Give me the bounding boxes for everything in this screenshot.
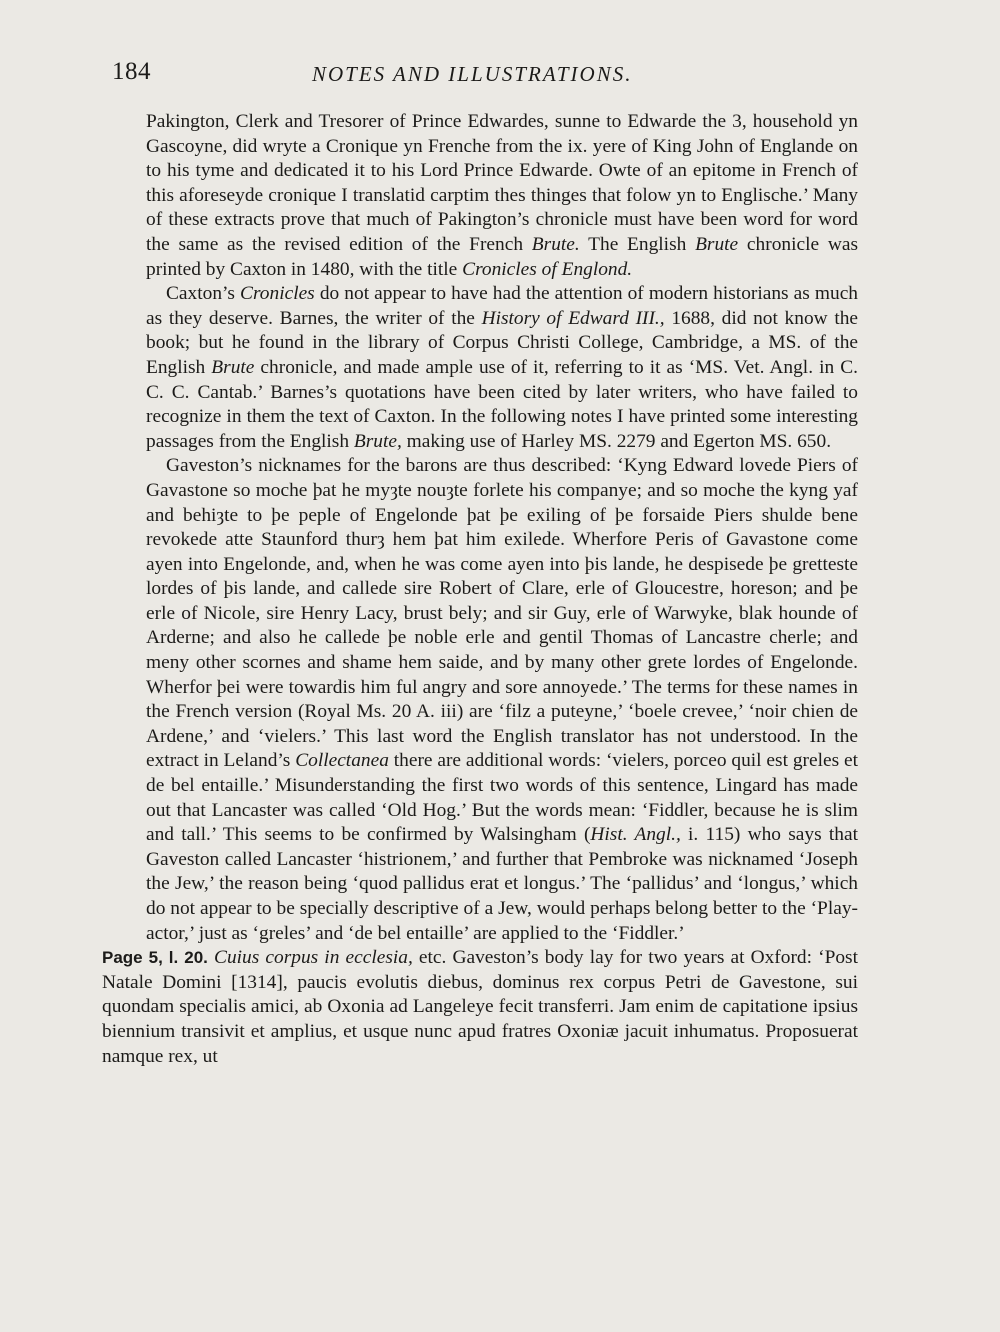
text-segment: Brute, [353, 430, 402, 452]
text-segment: Cronicles [240, 283, 315, 305]
text-segment: Pakington, Clerk and Tresorer of Prince Edwardes, sunne to Edwarde the 3, household yn Gascoyne, did wryte a Cronique yn Frenche from the ix. yere of King John of Englande on to his tyme and dedicated it to his Lord Prince Edwarde. Owte of an epitome in French of this aforeseyde cronique I translatid carptim thes thinges that folow yn to Englische.’ Many of these extracts prove that much of Pakington’s chronicle must have been word for word the same as the revised edition of the French [146, 111, 858, 255]
text-segment: making use of Harley MS. 2279 and Egerton MS. 650. [401, 430, 832, 452]
text-segment: Brute. [531, 233, 580, 255]
paragraph-2 [146, 282, 858, 454]
page-header [112, 58, 858, 98]
text-segment: Caxton’s [166, 283, 241, 305]
text-segment: Cronicles of Englond. [462, 258, 633, 280]
note-reference: Page 5, l. 20. [102, 948, 208, 968]
note-entry-page-5 [102, 946, 858, 1069]
page-number: 184 [112, 58, 151, 85]
text-segment: Brute [211, 356, 255, 378]
body-text [102, 110, 859, 1069]
text-segment: there are additional words: ‘vielers, porceo quil est greles et de bel entaille.’ Misunderstanding the first two words of this sentence, Lingard has made out that Lancaster was called ‘Old Hog.’ But the words mean: ‘Fiddler, because he is slim and tall.’ This seems to be confirmed by Walsingham ( [146, 750, 858, 846]
text-segment: Collectanea [295, 750, 389, 772]
text-segment: chronicle, and made ample use of it, referring to it as ‘MS. Vet. Angl. in C. C. C. Cantab.’ Barnes’s quotations have been cited by later writers, who have failed to recognize in them the text of Caxton. In the following notes I have printed some interesting passages from the English [146, 356, 858, 452]
text-segment: etc. Gaveston’s body lay for two years at Oxford: ‘Post Natale Domini [1314], paucis evolutis diebus, dominus rex corpus Petri de Gavestone, sui quondam specialis amici, ab Oxonia ad Langeleye fecit transferri. Jam enim de capitatione ipsius biennium transivit et amplius, et usque nunc apud fratres Oxoniæ jacuit inhumatus. Proposuerat namque rex, ut [102, 947, 858, 1067]
paragraph-1 [146, 110, 858, 282]
text-segment: History of Edward III., [481, 307, 665, 329]
text-segment: Gaveston’s nicknames for the barons are thus described: ‘Kyng Edward lovede Piers of Gavastone so moche þat he myȝte nouȝte forlete his companye; and so moche the kyng yaf and behiȝte to þe peple of Engelonde þat þe exiling of þe forsaide Piers shulde bene revokede atte Staunford thurȝ hem þat him exilede. Wherfore Peris of Gavastone come ayen into Engelonde, and, when he was come ayen into þis lande, he despisede þe gretteste lordes of þis lande, and callede sire Robert of Clare, erle of Gloucestre, horeson; and þe erle of Nicole, sire Henry Lacy, brust bely; and sir Guy, erle of Warwyke, blak hounde of Arderne; and also he callede þe noble erle and gentil Thomas of Lancastre cherle; and meny other scornes and shame hem saide, and by many other grete lordes of Engelonde. Wherfor þei were towardis him ful angry and sore annoyede.’ The terms for these names in the French version (Royal Ms. 20 A. iii) are ‘filz a puteyne,’ ‘boele crevee,’ ‘noir chien de Ardene,’ and ‘vielers.’ This last word the English translator has not understood. In the extract in Leland’s [146, 455, 858, 772]
text-segment: do not appear to have had the attention of modern historians as much as they deserve. Barnes, the writer of the [146, 283, 858, 329]
running-title: NOTES AND ILLUSTRATIONS. [312, 62, 633, 86]
text-segment: Brute [695, 233, 739, 255]
text-segment: i. 115) who says that Gaveston called Lancaster ‘histrionem,’ and further that Pembroke was nicknamed ‘Joseph the Jew,’ the reason being ‘quod pallidus erat et longus.’ The ‘pallidus’ and ‘longus,’ which do not appear to be specially descriptive of a Jew, would perhaps belong better to the ‘Play-actor,’ just as ‘greles’ and ‘de bel entaille’ are applied to the ‘Fiddler.’ [146, 824, 858, 944]
text-segment: Cuius corpus in ecclesia, [214, 947, 413, 969]
text-segment: 1688, did not know the book; but he found in the library of Corpus Christi College, Cambridge, a MS. of the English [146, 307, 859, 378]
text-segment: chronicle was printed by Caxton in 1480, with the title [146, 233, 858, 280]
paragraph-3 [146, 454, 858, 946]
text-segment: The English [579, 233, 696, 255]
text-segment: Hist. Angl., [590, 824, 681, 846]
